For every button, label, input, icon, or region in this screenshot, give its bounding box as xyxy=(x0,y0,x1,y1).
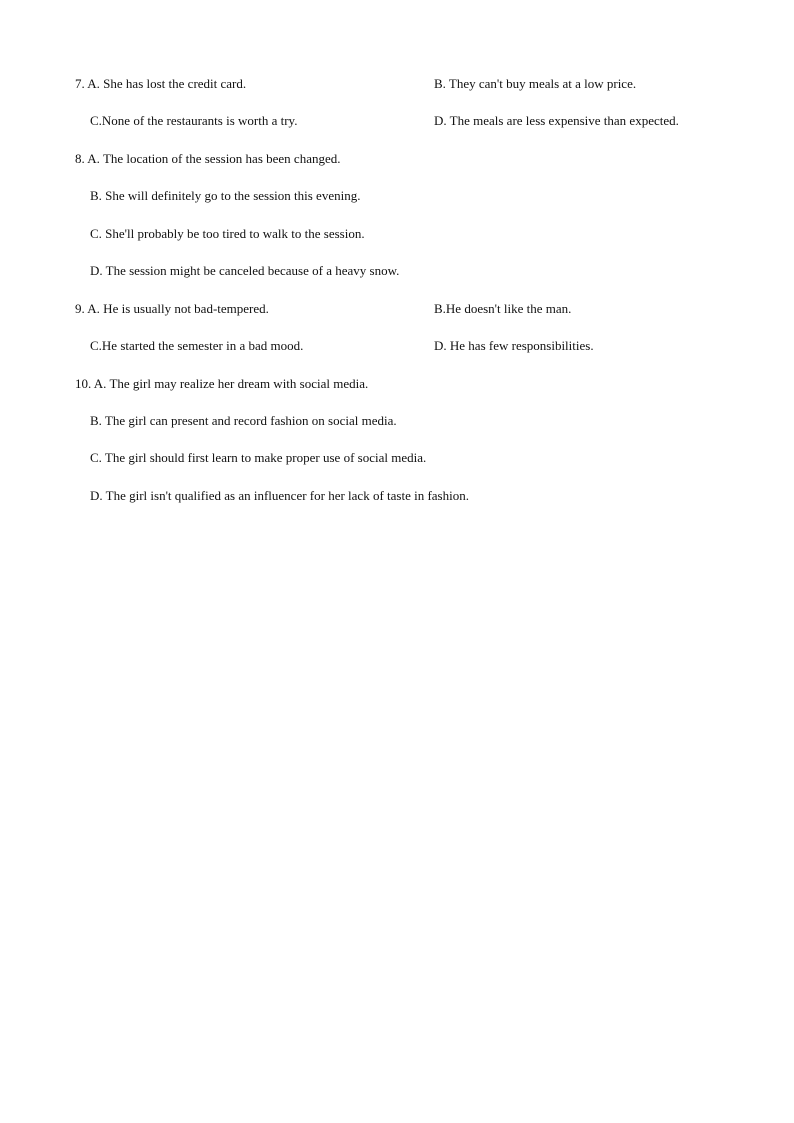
option-d: D. The meals are less expensive than expected. xyxy=(434,113,679,128)
option-c: C. She'll probably be too tired to walk to the session. xyxy=(90,226,365,241)
option-b: B.He doesn't like the man. xyxy=(434,301,572,316)
option-a: A. He is usually not bad-tempered. xyxy=(87,301,269,316)
question-7-row-1 xyxy=(75,76,246,92)
question-9-row-1 xyxy=(75,301,269,317)
option-b: B. The girl can present and record fashion on social media. xyxy=(90,413,397,428)
question-number: 7. xyxy=(75,76,85,91)
option-d: D. The session might be canceled because of a heavy snow. xyxy=(90,263,400,278)
question-number: 10. xyxy=(75,376,92,391)
option-a: A. The girl may realize her dream with social media. xyxy=(93,376,369,391)
question-number: 8. xyxy=(75,151,85,166)
option-c: C. The girl should first learn to make proper use of social media. xyxy=(90,450,427,465)
option-a: A. The location of the session has been changed. xyxy=(87,151,341,166)
option-b: B. They can't buy meals at a low price. xyxy=(434,76,637,91)
option-d: D. He has few responsibilities. xyxy=(434,338,594,353)
option-c: C.He started the semester in a bad mood. xyxy=(90,338,304,353)
option-a: A. She has lost the credit card. xyxy=(87,76,247,91)
question-8-row-1 xyxy=(75,151,341,167)
option-c: C.None of the restaurants is worth a try. xyxy=(90,113,298,128)
option-d: D. The girl isn't qualified as an influencer for her lack of taste in fashion. xyxy=(90,488,469,503)
question-number: 9. xyxy=(75,301,85,316)
option-b: B. She will definitely go to the session this evening. xyxy=(90,188,361,203)
question-10-row-1 xyxy=(75,376,368,392)
